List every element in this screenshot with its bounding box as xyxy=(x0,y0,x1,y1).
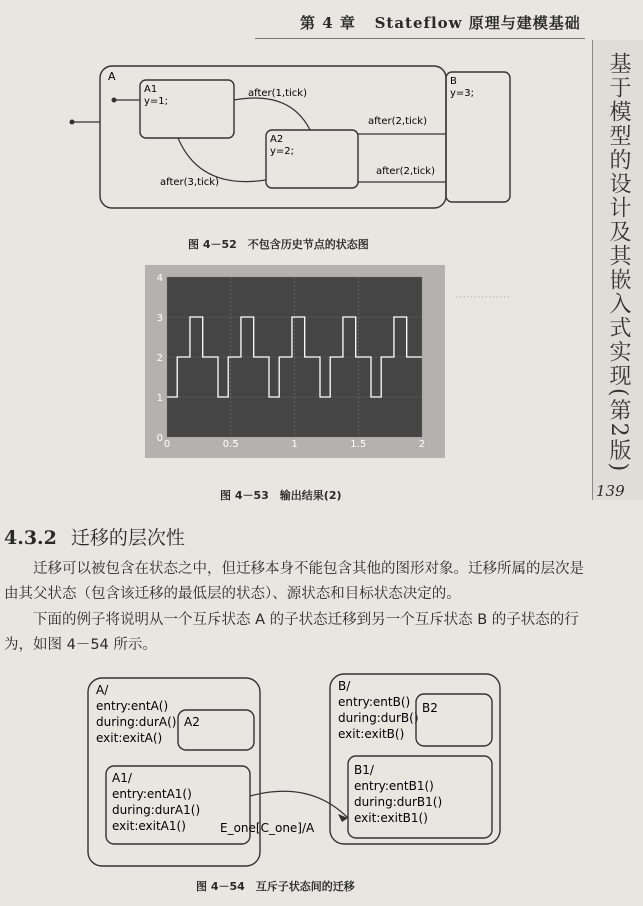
transition-A2-A1 xyxy=(178,138,266,182)
transition-A1-A2 xyxy=(234,98,310,130)
x-tick-label: 0.5 xyxy=(222,439,239,450)
figure-4-54-caption: 图 4－54 互斥子状态间的迁移 xyxy=(196,880,355,893)
state-B-exit: exit:exitB() xyxy=(338,727,405,741)
transition-A1-B1 xyxy=(250,791,348,818)
state-A1-label: A1 xyxy=(144,84,158,95)
figure-4-52-state-diagram xyxy=(60,60,580,235)
page-number: 139 xyxy=(596,482,625,500)
header-rule xyxy=(255,38,585,39)
x-tick-label: 1.5 xyxy=(350,439,367,450)
transition-label-2: after(2,tick) xyxy=(368,116,427,127)
figure-4-53-chart xyxy=(145,265,445,458)
y-tick-label: 4 xyxy=(156,273,163,284)
state-B-during: during:durB() xyxy=(338,711,419,725)
state-B2-label: B2 xyxy=(422,701,438,715)
state-B1-name: B1/ xyxy=(354,763,374,777)
bleed-through: ⋯⋯⋯⋯⋯ xyxy=(455,290,510,303)
state-A1-action: y=1; xyxy=(144,96,169,107)
book-title-vertical: 基于模型的设计及其嵌入式实现(第2版) xyxy=(606,52,631,474)
state-B-label: B xyxy=(450,76,457,87)
x-tick-label: 2 xyxy=(418,439,426,450)
state-A2-action: y=2; xyxy=(270,146,295,157)
state-B-action: y=3; xyxy=(450,88,475,99)
paragraph-2: 下面的例子将说明从一个互斥状态 A 的子状态迁移到另一个互斥状态 B 的子状态的行为，如图 4－54 所示。 xyxy=(4,612,579,653)
state-B-entry: entry:entB() xyxy=(338,695,411,709)
state-A1-exit: exit:exitA1() xyxy=(112,819,186,833)
state-A1-entry: entry:entA1() xyxy=(112,787,192,801)
state-A-name: A/ xyxy=(96,683,109,697)
x-tick-label: 0 xyxy=(163,439,171,450)
state-B1-exit: exit:exitB1() xyxy=(354,811,428,825)
transition-label-3: after(2,tick) xyxy=(376,166,435,177)
section-heading xyxy=(4,523,185,550)
state-B-name: B/ xyxy=(338,679,351,693)
state-A-label: A xyxy=(108,70,116,83)
state-A1-name: A1/ xyxy=(112,771,132,785)
state-A1-during: during:durA1() xyxy=(112,803,201,817)
state-B1-during: during:durB1() xyxy=(354,795,443,809)
transition-label: E_one[C_one]/A xyxy=(220,821,315,835)
state-A-exit: exit:exitA() xyxy=(96,731,163,745)
chapter-title: Stateflow 原理与建模基础 xyxy=(374,14,581,32)
section-number: 4.3.2 xyxy=(4,527,57,549)
chapter-number: 第 4 章 xyxy=(300,14,356,32)
figure-4-52-caption: 图 4－52 不包含历史节点的状态图 xyxy=(188,238,369,251)
state-A-during: during:durA() xyxy=(96,715,177,729)
chapter-header xyxy=(300,12,581,33)
paragraph-1: 迁移可以被包含在状态之中，但迁移本身不能包含其他的图形对象。迁移所属的层次是由其父状态（包含该迁移的最低层的状态）、源状态和目标状态决定的。 xyxy=(4,561,584,602)
y-tick-label: 1 xyxy=(156,393,163,404)
y-tick-label: 2 xyxy=(156,353,163,364)
state-A2-label: A2 xyxy=(270,134,284,145)
section-title: 迁移的层次性 xyxy=(70,527,185,549)
state-A2-label: A2 xyxy=(184,715,200,729)
figure-4-53-caption: 图 4－53 输出结果(2) xyxy=(220,489,342,502)
y-tick-label: 0 xyxy=(156,433,163,444)
state-B1-entry: entry:entB1() xyxy=(354,779,434,793)
x-tick-label: 1 xyxy=(291,439,298,450)
transition-label-1: after(1,tick) xyxy=(248,88,307,99)
figure-4-54-state-diagram xyxy=(80,670,520,870)
state-A-entry: entry:entA() xyxy=(96,699,169,713)
y-tick-label: 3 xyxy=(156,313,163,324)
transition-label-4: after(3,tick) xyxy=(160,177,219,188)
